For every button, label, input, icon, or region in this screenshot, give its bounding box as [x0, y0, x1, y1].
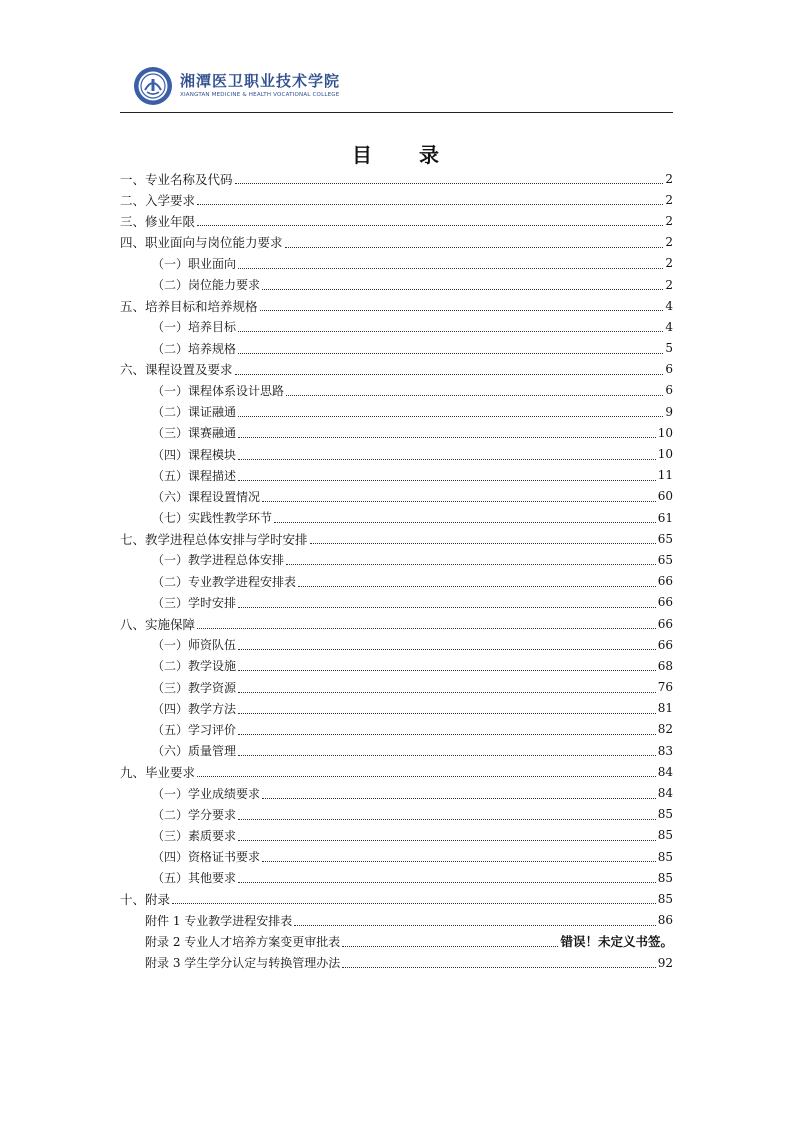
toc-page-number: 85 — [657, 891, 673, 906]
toc-entry[interactable] — [120, 443, 673, 464]
toc-leader-dots — [238, 670, 656, 671]
toc-entry[interactable] — [120, 655, 673, 676]
toc-page-number: 92 — [657, 955, 673, 970]
toc-entry[interactable] — [120, 867, 673, 888]
toc-leader-dots — [262, 798, 656, 799]
toc-entry[interactable] — [120, 740, 673, 761]
toc-page-number: 60 — [657, 489, 673, 504]
toc-page-number: 85 — [657, 828, 673, 843]
toc-entry-label: （五）课程描述 — [152, 468, 237, 483]
toc-leader-dots — [238, 607, 656, 608]
toc-entry-label: 附录 2 专业人才培养方案变更审批表 — [145, 934, 341, 949]
toc-page-number: 66 — [657, 637, 673, 652]
toc-entry[interactable] — [120, 846, 673, 867]
toc-leader-dots — [262, 861, 656, 862]
toc-leader-dots — [238, 882, 656, 883]
toc-leader-dots — [238, 713, 656, 714]
toc-entry-label: （二）学分要求 — [152, 807, 237, 822]
header-divider — [120, 112, 673, 113]
toc-entry[interactable] — [120, 359, 673, 380]
toc-entry[interactable] — [120, 295, 673, 316]
toc-leader-dots — [197, 225, 663, 226]
toc-entry-label: 一、专业名称及代码 — [120, 171, 233, 187]
toc-page-number: 5 — [665, 341, 673, 356]
toc-entry[interactable] — [120, 253, 673, 274]
toc-entry-label: 五、培养目标和培养规格 — [120, 298, 258, 314]
toc-entry[interactable] — [120, 401, 673, 422]
toc-entry[interactable] — [120, 189, 673, 210]
toc-leader-dots — [235, 374, 664, 375]
toc-entry-label: 十、附录 — [120, 891, 171, 907]
toc-entry[interactable] — [120, 210, 673, 231]
toc-entry-label: （五）其他要求 — [152, 871, 237, 886]
toc-entry[interactable] — [120, 528, 673, 549]
toc-entry[interactable] — [120, 931, 673, 952]
toc-leader-dots — [238, 268, 663, 269]
toc-leader-dots — [238, 480, 656, 481]
toc-leader-dots — [238, 331, 663, 332]
toc-entry-label: （六）质量管理 — [152, 744, 237, 759]
toc-entry[interactable] — [120, 486, 673, 507]
toc-page-number: 85 — [657, 849, 673, 864]
toc-entry-label: （二）课证融通 — [152, 405, 237, 420]
toc-entry-label: 三、修业年限 — [120, 213, 196, 229]
toc-page-number: 85 — [657, 807, 673, 822]
toc-entry-label: 二、入学要求 — [120, 192, 196, 208]
toc-entry-label: （一）师资队伍 — [152, 638, 237, 653]
toc-page-number: 86 — [657, 913, 673, 928]
toc-entry[interactable] — [120, 338, 673, 359]
toc-entry[interactable] — [120, 422, 673, 443]
toc-entry-label: 附录 3 学生学分认定与转换管理办法 — [145, 956, 341, 971]
toc-entry-label: 七、教学进程总体安排与学时安排 — [120, 531, 308, 547]
toc-leader-dots — [235, 183, 664, 184]
toc-entry[interactable] — [120, 316, 673, 337]
toc-entry-label: （二）教学设施 — [152, 659, 237, 674]
toc-leader-dots — [342, 967, 655, 968]
toc-entry-label: （五）学习评价 — [152, 722, 237, 737]
toc-leader-dots — [298, 586, 656, 587]
toc-leader-dots — [238, 437, 656, 438]
toc-entry[interactable] — [120, 888, 673, 909]
toc-entry-label: （四）资格证书要求 — [152, 850, 261, 865]
toc-page-number: 4 — [665, 298, 673, 313]
toc-page-number: 10 — [657, 425, 673, 440]
toc-page-number: 2 — [665, 256, 673, 271]
toc-entry-label: （一）学业成绩要求 — [152, 786, 261, 801]
toc-entry[interactable] — [120, 274, 673, 295]
toc-bookmark-error: 错误！未定义书签。 — [560, 934, 673, 950]
toc-page-number: 2 — [665, 171, 673, 186]
toc-page-number: 2 — [665, 277, 673, 292]
toc-leader-dots — [172, 903, 656, 904]
toc-leader-dots — [197, 776, 656, 777]
toc-page-number: 66 — [657, 574, 673, 589]
toc-entry[interactable] — [120, 952, 673, 973]
college-header — [120, 62, 673, 112]
toc-page-number: 65 — [657, 531, 673, 546]
toc-entry-label: （二）岗位能力要求 — [152, 278, 261, 293]
toc-leader-dots — [238, 459, 656, 460]
toc-entry-label: （一）教学进程总体安排 — [152, 553, 285, 568]
toc-entry-label: 九、毕业要求 — [120, 764, 196, 780]
toc-page-number: 68 — [657, 658, 673, 673]
toc-leader-dots — [286, 395, 663, 396]
toc-page-number: 9 — [665, 404, 673, 419]
table-of-contents — [120, 168, 673, 973]
toc-entry[interactable] — [120, 571, 673, 592]
toc-leader-dots — [310, 543, 656, 544]
toc-page-number: 61 — [657, 510, 673, 525]
toc-entry[interactable] — [120, 465, 673, 486]
toc-page-number: 85 — [657, 870, 673, 885]
toc-page-number: 81 — [657, 701, 673, 716]
toc-leader-dots — [197, 204, 663, 205]
toc-entry-label: （一）职业面向 — [152, 256, 237, 271]
toc-entry[interactable] — [120, 910, 673, 931]
toc-page-number: 6 — [665, 362, 673, 377]
toc-entry[interactable] — [120, 634, 673, 655]
toc-page-number: 10 — [657, 447, 673, 462]
toc-leader-dots — [238, 819, 656, 820]
toc-entry[interactable] — [120, 168, 673, 189]
toc-leader-dots — [238, 840, 656, 841]
toc-entry-label: 八、实施保障 — [120, 616, 196, 632]
toc-entry[interactable] — [120, 719, 673, 740]
toc-page-number: 4 — [665, 319, 673, 334]
toc-entry[interactable] — [120, 507, 673, 528]
toc-page-number: 2 — [665, 192, 673, 207]
toc-leader-dots — [262, 289, 663, 290]
toc-entry[interactable] — [120, 380, 673, 401]
college-name-cn: 湘潭医卫职业技术学院 — [180, 72, 341, 90]
toc-leader-dots — [238, 416, 663, 417]
toc-entry-label: （一）培养目标 — [152, 320, 237, 335]
toc-page-number: 6 — [665, 383, 673, 398]
toc-page-number: 76 — [657, 680, 673, 695]
toc-entry-label: （四）教学方法 — [152, 701, 237, 716]
toc-entry-label: （三）学时安排 — [152, 595, 237, 610]
toc-page-number: 82 — [657, 722, 673, 737]
toc-page-number: 84 — [657, 786, 673, 801]
toc-entry-label: （二）培养规格 — [152, 341, 237, 356]
toc-entry-label: 六、课程设置及要求 — [120, 362, 233, 378]
toc-entry[interactable] — [120, 782, 673, 803]
toc-entry[interactable] — [120, 698, 673, 719]
college-logo-icon — [133, 66, 173, 106]
toc-leader-dots — [238, 649, 656, 650]
toc-page-number: 2 — [665, 235, 673, 250]
toc-leader-dots — [238, 353, 663, 354]
toc-leader-dots — [262, 501, 656, 502]
toc-page-number: 66 — [657, 616, 673, 631]
toc-entry-label: 附件 1 专业教学进程安排表 — [145, 913, 293, 928]
toc-entry[interactable] — [120, 592, 673, 613]
toc-leader-dots — [238, 734, 656, 735]
toc-entry[interactable] — [120, 677, 673, 698]
toc-leader-dots — [342, 946, 558, 947]
toc-entry[interactable] — [120, 804, 673, 825]
toc-page-number: 84 — [657, 764, 673, 779]
toc-entry-label: （三）素质要求 — [152, 828, 237, 843]
toc-entry-label: （四）课程模块 — [152, 447, 237, 462]
page-title: 目 录 — [352, 143, 459, 167]
toc-entry-label: 四、职业面向与岗位能力要求 — [120, 235, 283, 251]
toc-entry[interactable] — [120, 549, 673, 570]
toc-leader-dots — [285, 247, 664, 248]
toc-leader-dots — [274, 522, 656, 523]
toc-leader-dots — [294, 925, 655, 926]
toc-entry[interactable] — [120, 232, 673, 253]
toc-leader-dots — [197, 628, 656, 629]
toc-entry-label: （二）专业教学进程安排表 — [152, 574, 297, 589]
toc-page-number: 65 — [657, 552, 673, 567]
toc-page-number: 83 — [657, 743, 673, 758]
toc-entry-label: （一）课程体系设计思路 — [152, 383, 285, 398]
toc-page-number: 66 — [657, 595, 673, 610]
toc-entry-label: （七）实践性教学环节 — [152, 511, 273, 526]
toc-entry-label: （六）课程设置情况 — [152, 489, 261, 504]
toc-leader-dots — [286, 564, 656, 565]
toc-page-number: 11 — [657, 468, 673, 483]
toc-entry[interactable] — [120, 825, 673, 846]
college-name-en: XIANGTAN MEDICINE & HEALTH VOCATIONAL COLLEGE — [180, 92, 340, 98]
toc-entry[interactable] — [120, 761, 673, 782]
toc-leader-dots — [238, 755, 656, 756]
toc-entry[interactable] — [120, 613, 673, 634]
toc-leader-dots — [238, 692, 656, 693]
toc-entry-label: （三）教学资源 — [152, 680, 237, 695]
toc-leader-dots — [260, 310, 664, 311]
toc-page-number: 2 — [665, 213, 673, 228]
toc-entry-label: （三）课赛融通 — [152, 426, 237, 441]
